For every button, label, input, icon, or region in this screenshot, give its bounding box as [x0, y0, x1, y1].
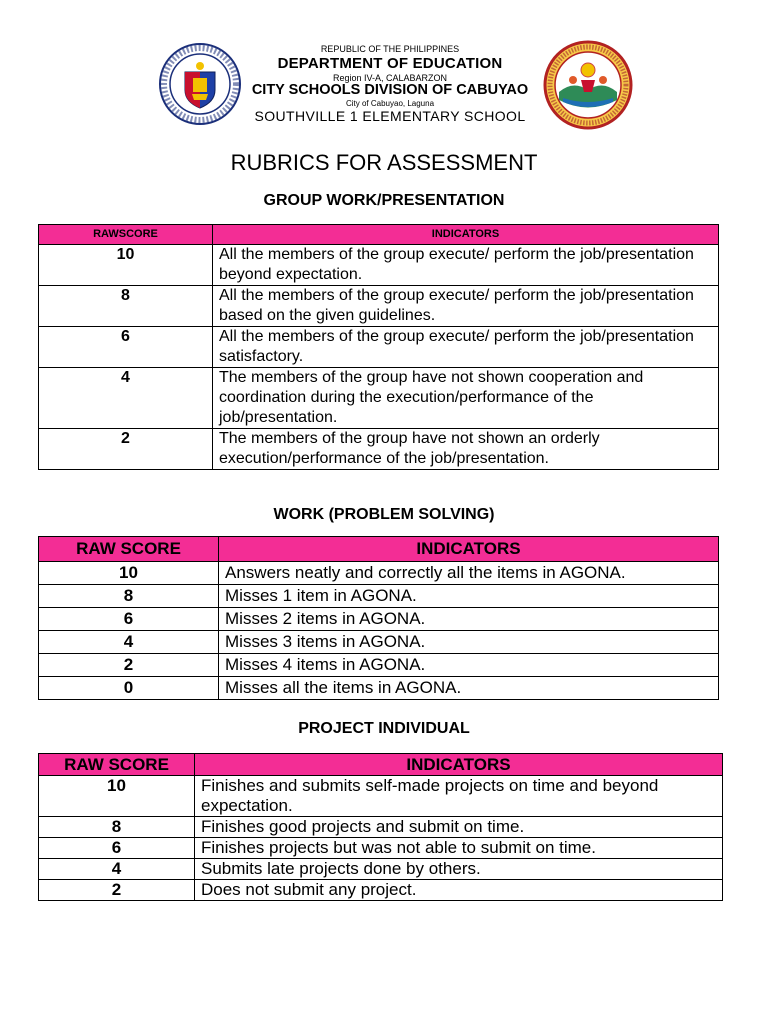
table-row [39, 631, 719, 654]
indicator-cell: Misses 3 items in AGONA. [219, 631, 719, 654]
score-cell: 4 [39, 859, 195, 880]
score-cell: 2 [39, 880, 195, 901]
score-cell: 2 [39, 429, 213, 470]
letterhead [0, 40, 768, 130]
column-header-score: RAW SCORE [39, 754, 195, 776]
column-header-score: RAWSCORE [39, 225, 213, 245]
indicator-cell: All the members of the group execute/ perform the job/presentation satisfactory. [213, 327, 719, 368]
indicator-cell: Submits late projects done by others. [195, 859, 723, 880]
score-cell: 4 [39, 368, 213, 429]
indicator-cell: Finishes projects but was not able to submit on time. [195, 838, 723, 859]
score-cell: 6 [39, 608, 219, 631]
table-row [39, 368, 719, 429]
division-seal-icon [543, 40, 633, 130]
table-row [39, 429, 719, 470]
score-cell: 10 [39, 245, 213, 286]
rubric-table-group-work [38, 224, 719, 470]
score-cell: 8 [39, 585, 219, 608]
table-header-row [39, 537, 719, 562]
score-cell: 0 [39, 677, 219, 700]
table-row [39, 859, 723, 880]
table-row [39, 245, 719, 286]
table-row [39, 327, 719, 368]
table-row [39, 608, 719, 631]
indicator-cell: Answers neatly and correctly all the items in AGONA. [219, 562, 719, 585]
header-region: Region IV-A, CALABARZON [332, 73, 448, 83]
document-title: RUBRICS FOR ASSESSMENT [230, 150, 538, 175]
section-title-group-work: GROUP WORK/PRESENTATION [263, 192, 505, 209]
column-header-score: RAW SCORE [39, 537, 219, 562]
header-school: SOUTHVILLE 1 ELEMENTARY SCHOOL [254, 108, 526, 124]
indicator-cell: Does not submit any project. [195, 880, 723, 901]
header-department: DEPARTMENT OF EDUCATION [277, 55, 503, 72]
table-row [39, 776, 723, 817]
indicator-cell: The members of the group have not shown cooperation and coordination during the execution/performance of the job/presentation. [213, 368, 719, 429]
table-header-row [39, 225, 719, 245]
score-cell: 2 [39, 654, 219, 677]
rubric-table-problem-solving [38, 536, 719, 700]
table-row [39, 654, 719, 677]
indicator-cell: Misses 1 item in AGONA. [219, 585, 719, 608]
table-row [39, 585, 719, 608]
rubric-table-project-individual [38, 753, 723, 901]
section-title-problem-solving: WORK (PROBLEM SOLVING) [273, 506, 495, 523]
header-republic: REPUBLIC OF THE PHILIPPINES [320, 44, 460, 54]
column-header-indicators: INDICATORS [219, 537, 719, 562]
indicator-cell: Finishes and submits self-made projects on time and beyond expectation. [195, 776, 723, 817]
section-title-project-individual: PROJECT INDIVIDUAL [298, 720, 470, 737]
indicator-cell: All the members of the group execute/ perform the job/presentation based on the given guidelines. [213, 286, 719, 327]
table-row [39, 562, 719, 585]
table-row [39, 880, 723, 901]
score-cell: 10 [39, 562, 219, 585]
score-cell: 4 [39, 631, 219, 654]
score-cell: 10 [39, 776, 195, 817]
table-row [39, 838, 723, 859]
score-cell: 6 [39, 327, 213, 368]
column-header-indicators: INDICATORS [213, 225, 719, 245]
indicator-cell: Misses 2 items in AGONA. [219, 608, 719, 631]
column-header-indicators: INDICATORS [195, 754, 723, 776]
header-division: CITY SCHOOLS DIVISION OF CABUYAO [251, 82, 529, 98]
table-header-row [39, 754, 723, 776]
table-row [39, 677, 719, 700]
table-row [39, 286, 719, 327]
indicator-cell: Misses 4 items in AGONA. [219, 654, 719, 677]
table-row [39, 817, 723, 838]
header-city: City of Cabuyao, Laguna [345, 99, 435, 108]
score-cell: 8 [39, 286, 213, 327]
score-cell: 6 [39, 838, 195, 859]
indicator-cell: The members of the group have not shown an orderly execution/performance of the job/presentation. [213, 429, 719, 470]
indicator-cell: All the members of the group execute/ perform the job/presentation beyond expectation. [213, 245, 719, 286]
indicator-cell: Finishes good projects and submit on time. [195, 817, 723, 838]
score-cell: 8 [39, 817, 195, 838]
indicator-cell: Misses all the items in AGONA. [219, 677, 719, 700]
